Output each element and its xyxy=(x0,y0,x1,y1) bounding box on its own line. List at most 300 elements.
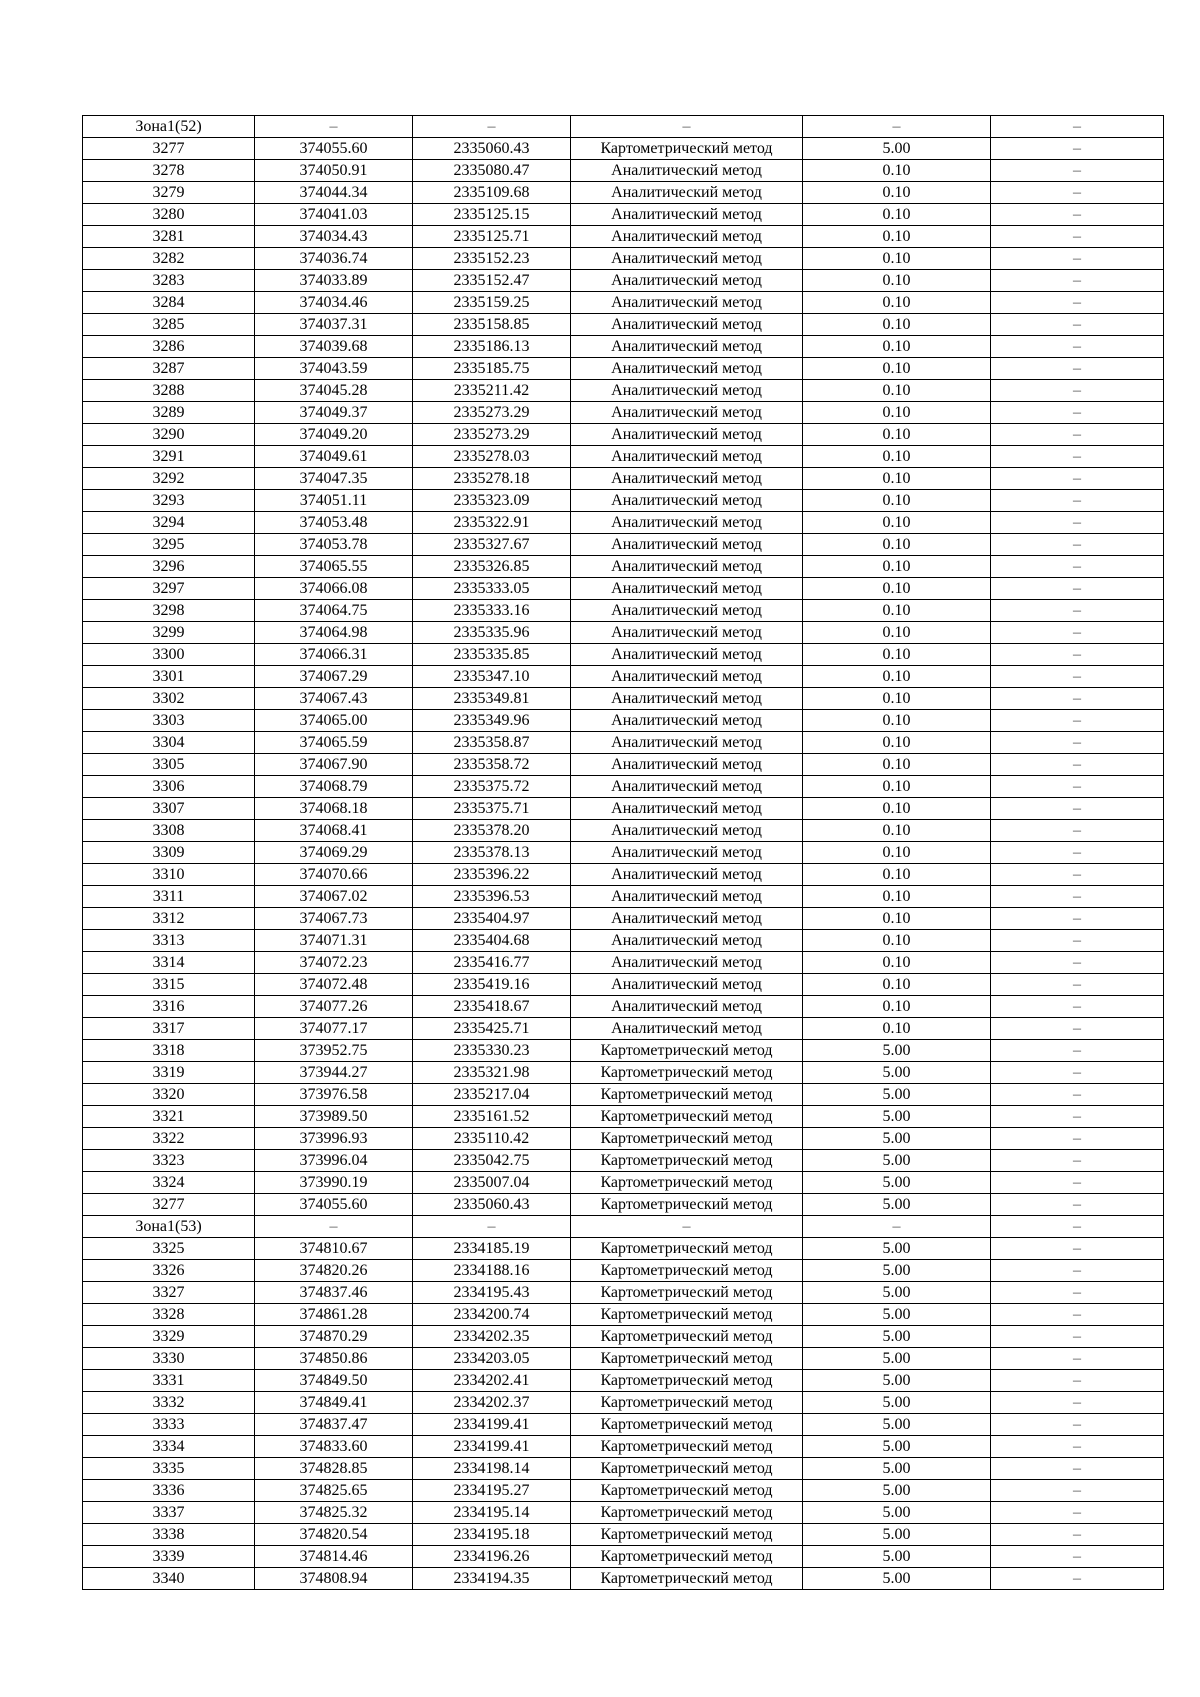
table-row xyxy=(83,292,1164,314)
accuracy-cell: 5.00 xyxy=(803,1260,991,1282)
y-coordinate-cell: 2334195.43 xyxy=(413,1282,571,1304)
accuracy-cell: 5.00 xyxy=(803,1414,991,1436)
point-number-cell: 3292 xyxy=(83,468,255,490)
method-cell: Картометрический метод xyxy=(571,1502,803,1524)
x-coordinate-cell: 374053.78 xyxy=(255,534,413,556)
method-cell: Аналитический метод xyxy=(571,248,803,270)
point-number-cell: 3339 xyxy=(83,1546,255,1568)
description-cell: – xyxy=(991,182,1164,204)
accuracy-cell: – xyxy=(803,116,991,138)
method-cell: Картометрический метод xyxy=(571,1040,803,1062)
coordinates-table-body xyxy=(83,116,1164,1590)
description-cell: – xyxy=(991,798,1164,820)
y-coordinate-cell: 2335273.29 xyxy=(413,402,571,424)
x-coordinate-cell: 374034.43 xyxy=(255,226,413,248)
y-coordinate-cell: 2335211.42 xyxy=(413,380,571,402)
table-row xyxy=(83,226,1164,248)
description-cell: – xyxy=(991,204,1164,226)
description-cell: – xyxy=(991,248,1164,270)
accuracy-cell: 5.00 xyxy=(803,1282,991,1304)
table-row xyxy=(83,248,1164,270)
table-row xyxy=(83,820,1164,842)
x-coordinate-cell: 374064.98 xyxy=(255,622,413,644)
method-cell: Аналитический метод xyxy=(571,402,803,424)
x-coordinate-cell: – xyxy=(255,1216,413,1238)
x-coordinate-cell: 374071.31 xyxy=(255,930,413,952)
y-coordinate-cell: 2335404.97 xyxy=(413,908,571,930)
point-number-cell: 3330 xyxy=(83,1348,255,1370)
method-cell: Картометрический метод xyxy=(571,1260,803,1282)
table-row xyxy=(83,996,1164,1018)
accuracy-cell: 0.10 xyxy=(803,424,991,446)
method-cell: Аналитический метод xyxy=(571,710,803,732)
coordinates-table xyxy=(82,115,1164,1590)
description-cell: – xyxy=(991,886,1164,908)
description-cell: – xyxy=(991,1128,1164,1150)
description-cell: – xyxy=(991,556,1164,578)
method-cell: Аналитический метод xyxy=(571,644,803,666)
x-coordinate-cell: 374068.79 xyxy=(255,776,413,798)
accuracy-cell: 5.00 xyxy=(803,1106,991,1128)
method-cell: Картометрический метод xyxy=(571,138,803,160)
x-coordinate-cell: 374067.02 xyxy=(255,886,413,908)
description-cell: – xyxy=(991,1084,1164,1106)
table-row xyxy=(83,1172,1164,1194)
accuracy-cell: 5.00 xyxy=(803,1238,991,1260)
table-row xyxy=(83,512,1164,534)
accuracy-cell: 5.00 xyxy=(803,1304,991,1326)
accuracy-cell: 0.10 xyxy=(803,292,991,314)
x-coordinate-cell: 373989.50 xyxy=(255,1106,413,1128)
point-number-cell: 3304 xyxy=(83,732,255,754)
accuracy-cell: 0.10 xyxy=(803,490,991,512)
accuracy-cell: 0.10 xyxy=(803,336,991,358)
x-coordinate-cell: 374066.08 xyxy=(255,578,413,600)
x-coordinate-cell: 374070.66 xyxy=(255,864,413,886)
y-coordinate-cell: 2335335.85 xyxy=(413,644,571,666)
method-cell: Аналитический метод xyxy=(571,314,803,336)
y-coordinate-cell: 2335358.72 xyxy=(413,754,571,776)
table-row xyxy=(83,314,1164,336)
method-cell: Аналитический метод xyxy=(571,754,803,776)
accuracy-cell: 5.00 xyxy=(803,1502,991,1524)
x-coordinate-cell: 374861.28 xyxy=(255,1304,413,1326)
accuracy-cell: 5.00 xyxy=(803,1062,991,1084)
point-number-cell: 3322 xyxy=(83,1128,255,1150)
description-cell: – xyxy=(991,820,1164,842)
method-cell: Аналитический метод xyxy=(571,490,803,512)
description-cell: – xyxy=(991,1436,1164,1458)
table-row xyxy=(83,842,1164,864)
point-number-cell: 3287 xyxy=(83,358,255,380)
accuracy-cell: 0.10 xyxy=(803,160,991,182)
y-coordinate-cell: 2335333.16 xyxy=(413,600,571,622)
x-coordinate-cell: 374044.34 xyxy=(255,182,413,204)
method-cell: Картометрический метод xyxy=(571,1150,803,1172)
y-coordinate-cell: 2334195.27 xyxy=(413,1480,571,1502)
x-coordinate-cell: 374833.60 xyxy=(255,1436,413,1458)
table-row xyxy=(83,1436,1164,1458)
method-cell: Аналитический метод xyxy=(571,204,803,226)
point-number-cell: 3306 xyxy=(83,776,255,798)
accuracy-cell: 0.10 xyxy=(803,380,991,402)
x-coordinate-cell: 374814.46 xyxy=(255,1546,413,1568)
y-coordinate-cell: 2335349.81 xyxy=(413,688,571,710)
point-number-cell: 3327 xyxy=(83,1282,255,1304)
table-row xyxy=(83,864,1164,886)
method-cell: Аналитический метод xyxy=(571,732,803,754)
x-coordinate-cell: 374068.41 xyxy=(255,820,413,842)
y-coordinate-cell: 2335060.43 xyxy=(413,1194,571,1216)
x-coordinate-cell: 374051.11 xyxy=(255,490,413,512)
method-cell: Аналитический метод xyxy=(571,600,803,622)
method-cell: Картометрический метод xyxy=(571,1568,803,1590)
table-row xyxy=(83,556,1164,578)
y-coordinate-cell: 2335042.75 xyxy=(413,1150,571,1172)
accuracy-cell: 5.00 xyxy=(803,138,991,160)
y-coordinate-cell: 2334199.41 xyxy=(413,1414,571,1436)
description-cell: – xyxy=(991,1282,1164,1304)
x-coordinate-cell: 374036.74 xyxy=(255,248,413,270)
point-number-cell: 3285 xyxy=(83,314,255,336)
description-cell: – xyxy=(991,336,1164,358)
y-coordinate-cell: 2334202.37 xyxy=(413,1392,571,1414)
point-number-cell: 3338 xyxy=(83,1524,255,1546)
accuracy-cell: 0.10 xyxy=(803,556,991,578)
method-cell: Аналитический метод xyxy=(571,226,803,248)
description-cell: – xyxy=(991,1502,1164,1524)
method-cell: Аналитический метод xyxy=(571,512,803,534)
accuracy-cell: 0.10 xyxy=(803,1018,991,1040)
y-coordinate-cell: 2335125.71 xyxy=(413,226,571,248)
table-row xyxy=(83,1392,1164,1414)
y-coordinate-cell: 2335321.98 xyxy=(413,1062,571,1084)
accuracy-cell: 0.10 xyxy=(803,754,991,776)
accuracy-cell: 5.00 xyxy=(803,1194,991,1216)
description-cell: – xyxy=(991,1062,1164,1084)
point-number-cell: 3294 xyxy=(83,512,255,534)
table-row xyxy=(83,1326,1164,1348)
point-number-cell: 3283 xyxy=(83,270,255,292)
x-coordinate-cell: 374065.00 xyxy=(255,710,413,732)
description-cell: – xyxy=(991,842,1164,864)
x-coordinate-cell: 374034.46 xyxy=(255,292,413,314)
point-number-cell: 3289 xyxy=(83,402,255,424)
accuracy-cell: 5.00 xyxy=(803,1084,991,1106)
description-cell: – xyxy=(991,1106,1164,1128)
accuracy-cell: 0.10 xyxy=(803,358,991,380)
point-number-cell: 3323 xyxy=(83,1150,255,1172)
description-cell: – xyxy=(991,1172,1164,1194)
x-coordinate-cell: 374065.59 xyxy=(255,732,413,754)
description-cell: – xyxy=(991,534,1164,556)
point-number-cell: 3300 xyxy=(83,644,255,666)
y-coordinate-cell: 2335152.47 xyxy=(413,270,571,292)
table-row xyxy=(83,886,1164,908)
y-coordinate-cell: 2335404.68 xyxy=(413,930,571,952)
point-number-cell: 3307 xyxy=(83,798,255,820)
description-cell: – xyxy=(991,644,1164,666)
x-coordinate-cell: 374808.94 xyxy=(255,1568,413,1590)
point-number-cell: 3295 xyxy=(83,534,255,556)
table-row xyxy=(83,380,1164,402)
zone-header-row xyxy=(83,1216,1164,1238)
x-coordinate-cell: 374825.32 xyxy=(255,1502,413,1524)
point-number-cell: 3335 xyxy=(83,1458,255,1480)
table-row xyxy=(83,1194,1164,1216)
accuracy-cell: 0.10 xyxy=(803,314,991,336)
point-number-cell: 3333 xyxy=(83,1414,255,1436)
y-coordinate-cell: 2335418.67 xyxy=(413,996,571,1018)
x-coordinate-cell: 373944.27 xyxy=(255,1062,413,1084)
accuracy-cell: 0.10 xyxy=(803,402,991,424)
x-coordinate-cell: 374077.17 xyxy=(255,1018,413,1040)
method-cell: Аналитический метод xyxy=(571,974,803,996)
accuracy-cell: 5.00 xyxy=(803,1172,991,1194)
x-coordinate-cell: 374047.35 xyxy=(255,468,413,490)
x-coordinate-cell: 373996.04 xyxy=(255,1150,413,1172)
point-number-cell: 3320 xyxy=(83,1084,255,1106)
y-coordinate-cell: 2334195.14 xyxy=(413,1502,571,1524)
description-cell: – xyxy=(991,952,1164,974)
table-row xyxy=(83,930,1164,952)
x-coordinate-cell: 374049.37 xyxy=(255,402,413,424)
accuracy-cell: 0.10 xyxy=(803,842,991,864)
point-number-cell: 3286 xyxy=(83,336,255,358)
method-cell: Аналитический метод xyxy=(571,1018,803,1040)
method-cell: Картометрический метод xyxy=(571,1194,803,1216)
table-row xyxy=(83,776,1164,798)
accuracy-cell: 0.10 xyxy=(803,798,991,820)
accuracy-cell: 0.10 xyxy=(803,864,991,886)
point-number-cell: 3278 xyxy=(83,160,255,182)
method-cell: Аналитический метод xyxy=(571,556,803,578)
accuracy-cell: 0.10 xyxy=(803,908,991,930)
point-number-cell: 3329 xyxy=(83,1326,255,1348)
accuracy-cell: 0.10 xyxy=(803,644,991,666)
x-coordinate-cell: 373976.58 xyxy=(255,1084,413,1106)
point-number-cell: 3326 xyxy=(83,1260,255,1282)
x-coordinate-cell: 374849.41 xyxy=(255,1392,413,1414)
method-cell: Картометрический метод xyxy=(571,1106,803,1128)
method-cell: Аналитический метод xyxy=(571,798,803,820)
description-cell: – xyxy=(991,1414,1164,1436)
table-row xyxy=(83,1260,1164,1282)
point-number-cell: 3313 xyxy=(83,930,255,952)
accuracy-cell: 0.10 xyxy=(803,534,991,556)
accuracy-cell: 0.10 xyxy=(803,996,991,1018)
point-number-cell: 3318 xyxy=(83,1040,255,1062)
x-coordinate-cell: 374067.43 xyxy=(255,688,413,710)
point-number-cell: Зона1(53) xyxy=(83,1216,255,1238)
method-cell: Аналитический метод xyxy=(571,160,803,182)
accuracy-cell: 5.00 xyxy=(803,1128,991,1150)
method-cell: Аналитический метод xyxy=(571,820,803,842)
point-number-cell: 3315 xyxy=(83,974,255,996)
point-number-cell: 3334 xyxy=(83,1436,255,1458)
y-coordinate-cell: 2335416.77 xyxy=(413,952,571,974)
method-cell: Аналитический метод xyxy=(571,952,803,974)
table-row xyxy=(83,468,1164,490)
method-cell: Аналитический метод xyxy=(571,996,803,1018)
x-coordinate-cell: 374055.60 xyxy=(255,1194,413,1216)
description-cell: – xyxy=(991,600,1164,622)
description-cell: – xyxy=(991,226,1164,248)
y-coordinate-cell: 2335322.91 xyxy=(413,512,571,534)
description-cell: – xyxy=(991,974,1164,996)
accuracy-cell: 5.00 xyxy=(803,1568,991,1590)
method-cell: Картометрический метод xyxy=(571,1458,803,1480)
x-coordinate-cell: 374837.46 xyxy=(255,1282,413,1304)
method-cell: – xyxy=(571,116,803,138)
description-cell: – xyxy=(991,1568,1164,1590)
method-cell: Картометрический метод xyxy=(571,1546,803,1568)
table-row xyxy=(83,754,1164,776)
description-cell: – xyxy=(991,1238,1164,1260)
table-row xyxy=(83,446,1164,468)
method-cell: Картометрический метод xyxy=(571,1348,803,1370)
table-row xyxy=(83,688,1164,710)
method-cell: Картометрический метод xyxy=(571,1172,803,1194)
description-cell: – xyxy=(991,380,1164,402)
method-cell: Аналитический метод xyxy=(571,688,803,710)
table-row xyxy=(83,1150,1164,1172)
accuracy-cell: 0.10 xyxy=(803,688,991,710)
x-coordinate-cell: 374820.54 xyxy=(255,1524,413,1546)
y-coordinate-cell: 2335007.04 xyxy=(413,1172,571,1194)
point-number-cell: 3296 xyxy=(83,556,255,578)
table-row xyxy=(83,1348,1164,1370)
method-cell: Картометрический метод xyxy=(571,1370,803,1392)
table-row xyxy=(83,622,1164,644)
y-coordinate-cell: 2335158.85 xyxy=(413,314,571,336)
description-cell: – xyxy=(991,468,1164,490)
point-number-cell: 3321 xyxy=(83,1106,255,1128)
y-coordinate-cell: 2334203.05 xyxy=(413,1348,571,1370)
accuracy-cell: 5.00 xyxy=(803,1370,991,1392)
y-coordinate-cell: 2335330.23 xyxy=(413,1040,571,1062)
x-coordinate-cell: 374820.26 xyxy=(255,1260,413,1282)
accuracy-cell: 5.00 xyxy=(803,1348,991,1370)
x-coordinate-cell: 374067.90 xyxy=(255,754,413,776)
method-cell: Картометрический метод xyxy=(571,1326,803,1348)
point-number-cell: 3281 xyxy=(83,226,255,248)
y-coordinate-cell: 2335185.75 xyxy=(413,358,571,380)
accuracy-cell: 0.10 xyxy=(803,820,991,842)
method-cell: Аналитический метод xyxy=(571,534,803,556)
description-cell: – xyxy=(991,1194,1164,1216)
table-row xyxy=(83,1568,1164,1590)
y-coordinate-cell: 2335323.09 xyxy=(413,490,571,512)
description-cell: – xyxy=(991,402,1164,424)
point-number-cell: 3311 xyxy=(83,886,255,908)
point-number-cell: 3331 xyxy=(83,1370,255,1392)
point-number-cell: 3305 xyxy=(83,754,255,776)
method-cell: Картометрический метод xyxy=(571,1392,803,1414)
table-row xyxy=(83,138,1164,160)
accuracy-cell: 0.10 xyxy=(803,248,991,270)
table-row xyxy=(83,710,1164,732)
y-coordinate-cell: – xyxy=(413,1216,571,1238)
accuracy-cell: 0.10 xyxy=(803,776,991,798)
x-coordinate-cell: 374825.65 xyxy=(255,1480,413,1502)
y-coordinate-cell: 2335335.96 xyxy=(413,622,571,644)
y-coordinate-cell: 2335358.87 xyxy=(413,732,571,754)
y-coordinate-cell: 2334202.41 xyxy=(413,1370,571,1392)
point-number-cell: 3336 xyxy=(83,1480,255,1502)
table-row xyxy=(83,160,1164,182)
method-cell: Аналитический метод xyxy=(571,468,803,490)
x-coordinate-cell: 374039.68 xyxy=(255,336,413,358)
method-cell: Картометрический метод xyxy=(571,1062,803,1084)
table-row xyxy=(83,490,1164,512)
y-coordinate-cell: 2335186.13 xyxy=(413,336,571,358)
description-cell: – xyxy=(991,160,1164,182)
method-cell: Аналитический метод xyxy=(571,930,803,952)
x-coordinate-cell: 374049.61 xyxy=(255,446,413,468)
point-number-cell: 3293 xyxy=(83,490,255,512)
y-coordinate-cell: 2335375.72 xyxy=(413,776,571,798)
description-cell: – xyxy=(991,424,1164,446)
table-row xyxy=(83,534,1164,556)
method-cell: Картометрический метод xyxy=(571,1436,803,1458)
accuracy-cell: – xyxy=(803,1216,991,1238)
table-row xyxy=(83,1414,1164,1436)
method-cell: Аналитический метод xyxy=(571,864,803,886)
description-cell: – xyxy=(991,1304,1164,1326)
accuracy-cell: 0.10 xyxy=(803,578,991,600)
accuracy-cell: 5.00 xyxy=(803,1392,991,1414)
accuracy-cell: 5.00 xyxy=(803,1524,991,1546)
table-row xyxy=(83,336,1164,358)
point-number-cell: 3291 xyxy=(83,446,255,468)
accuracy-cell: 5.00 xyxy=(803,1546,991,1568)
y-coordinate-cell: 2335425.71 xyxy=(413,1018,571,1040)
accuracy-cell: 0.10 xyxy=(803,446,991,468)
y-coordinate-cell: 2334185.19 xyxy=(413,1238,571,1260)
description-cell: – xyxy=(991,1370,1164,1392)
x-coordinate-cell: 374810.67 xyxy=(255,1238,413,1260)
y-coordinate-cell: 2335273.29 xyxy=(413,424,571,446)
point-number-cell: 3299 xyxy=(83,622,255,644)
accuracy-cell: 0.10 xyxy=(803,710,991,732)
description-cell: – xyxy=(991,1260,1164,1282)
description-cell: – xyxy=(991,1524,1164,1546)
method-cell: Аналитический метод xyxy=(571,424,803,446)
y-coordinate-cell: 2335110.42 xyxy=(413,1128,571,1150)
y-coordinate-cell: 2335060.43 xyxy=(413,138,571,160)
y-coordinate-cell: 2334188.16 xyxy=(413,1260,571,1282)
description-cell: – xyxy=(991,490,1164,512)
y-coordinate-cell: – xyxy=(413,116,571,138)
method-cell: Аналитический метод xyxy=(571,908,803,930)
x-coordinate-cell: 374053.48 xyxy=(255,512,413,534)
x-coordinate-cell: 374067.29 xyxy=(255,666,413,688)
table-row xyxy=(83,600,1164,622)
y-coordinate-cell: 2335378.20 xyxy=(413,820,571,842)
point-number-cell: 3324 xyxy=(83,1172,255,1194)
method-cell: Аналитический метод xyxy=(571,446,803,468)
x-coordinate-cell: 374041.03 xyxy=(255,204,413,226)
y-coordinate-cell: 2335396.53 xyxy=(413,886,571,908)
description-cell: – xyxy=(991,1018,1164,1040)
description-cell: – xyxy=(991,512,1164,534)
method-cell: – xyxy=(571,1216,803,1238)
accuracy-cell: 0.10 xyxy=(803,666,991,688)
method-cell: Аналитический метод xyxy=(571,622,803,644)
accuracy-cell: 5.00 xyxy=(803,1150,991,1172)
description-cell: – xyxy=(991,314,1164,336)
